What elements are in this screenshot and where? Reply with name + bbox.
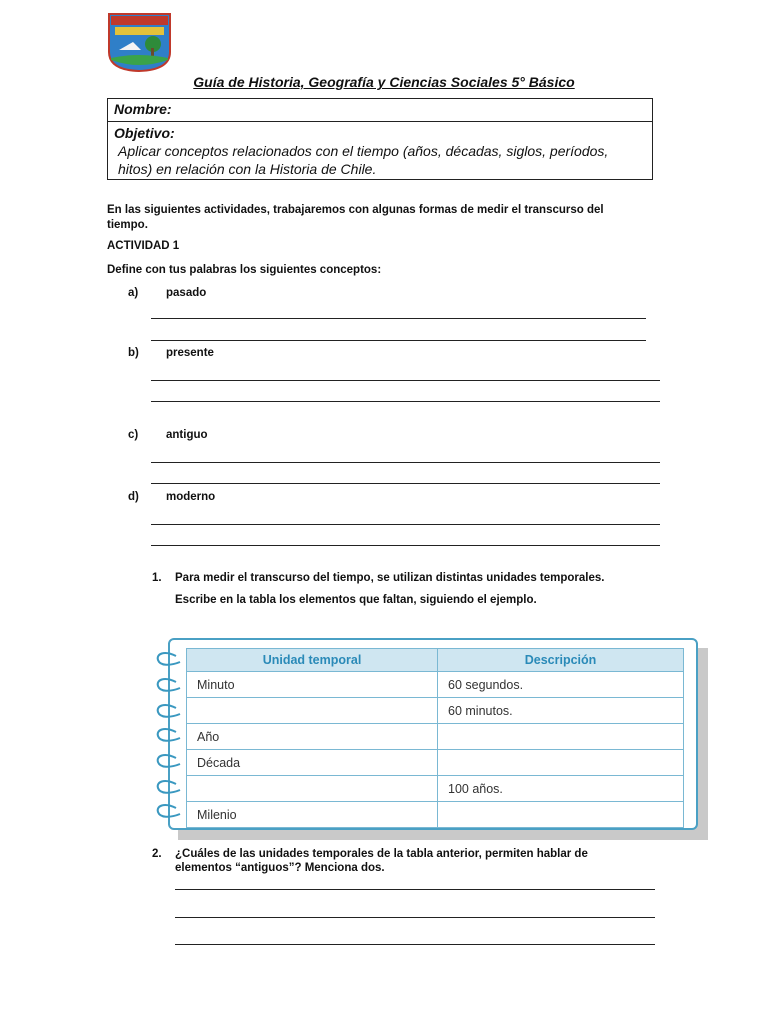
answer-line[interactable] [151,318,646,319]
answer-line[interactable] [151,524,660,525]
table-cell[interactable]: Minuto [187,672,438,698]
column-header: Descripción [438,649,684,672]
question1-line2: Escribe en la tabla los elementos que faltan, siguiendo el ejemplo. [175,594,537,606]
question-number: 2. [152,848,162,860]
concept-term: pasado [166,287,207,299]
question-number: 1. [152,572,162,584]
table-row [187,672,684,698]
concept-letter: a) [128,287,139,299]
concept-letter: b) [128,347,139,359]
page-title: Guía de Historia, Geografía y Ciencias Sociales 5° Básico [193,74,575,90]
answer-line[interactable] [151,462,660,463]
table-cell[interactable] [438,750,684,776]
table-cell[interactable]: 100 años. [438,776,684,802]
question2-line2: elementos “antiguos”? Menciona dos. [175,862,385,874]
concept-letter: d) [128,491,139,503]
define-prompt: Define con tus palabras los siguientes conceptos: [107,264,382,276]
table-cell[interactable]: Década [187,750,438,776]
activity-title: ACTIVIDAD 1 [107,240,180,252]
table-header-row [187,649,684,672]
concept-letter: c) [128,429,139,441]
table-row [187,724,684,750]
answer-line[interactable] [175,917,655,918]
answer-line[interactable] [151,380,660,381]
table-row [187,698,684,724]
answer-line[interactable] [151,340,646,341]
table-cell[interactable]: Milenio [187,802,438,828]
column-header: Unidad temporal [187,649,438,672]
name-label: Nombre: [108,99,652,122]
table-cell[interactable] [438,724,684,750]
table-cell[interactable]: 60 segundos. [438,672,684,698]
question2-line1: ¿Cuáles de las unidades temporales de la tabla anterior, permiten hablar de [175,848,588,860]
answer-line[interactable] [175,944,655,945]
concept-term: moderno [166,491,216,503]
table-cell[interactable]: Año [187,724,438,750]
answer-line[interactable] [151,545,660,546]
time-units-table [186,648,684,828]
school-logo [107,12,172,72]
info-box [107,98,653,180]
table-cell[interactable] [187,776,438,802]
objective-label: Objetivo: [114,125,175,141]
concept-term: presente [166,347,214,359]
intro-text: En las siguientes actividades, trabajaremos con algunas formas de medir el transcurso del tiempo. [107,204,604,231]
table-row [187,802,684,828]
question1-line1: Para medir el transcurso del tiempo, se utilizan distintas unidades temporales. [175,572,605,584]
table-cell[interactable] [187,698,438,724]
concept-term: antiguo [166,429,208,441]
concept-item [128,347,214,359]
answer-line[interactable] [151,401,660,402]
spiral-rings-icon [150,648,184,828]
table-cell[interactable] [438,802,684,828]
concept-item [128,429,208,441]
table-row [187,750,684,776]
table-cell[interactable]: 60 minutos. [438,698,684,724]
objective-text: Aplicar conceptos relacionados con el tiempo (años, décadas, siglos, períodos, hitos) en relación con la Historia de Chile. [118,143,609,177]
answer-line[interactable] [175,889,655,890]
concept-item [128,491,215,503]
answer-line[interactable] [151,483,660,484]
concept-item [128,287,206,299]
table-row [187,776,684,802]
